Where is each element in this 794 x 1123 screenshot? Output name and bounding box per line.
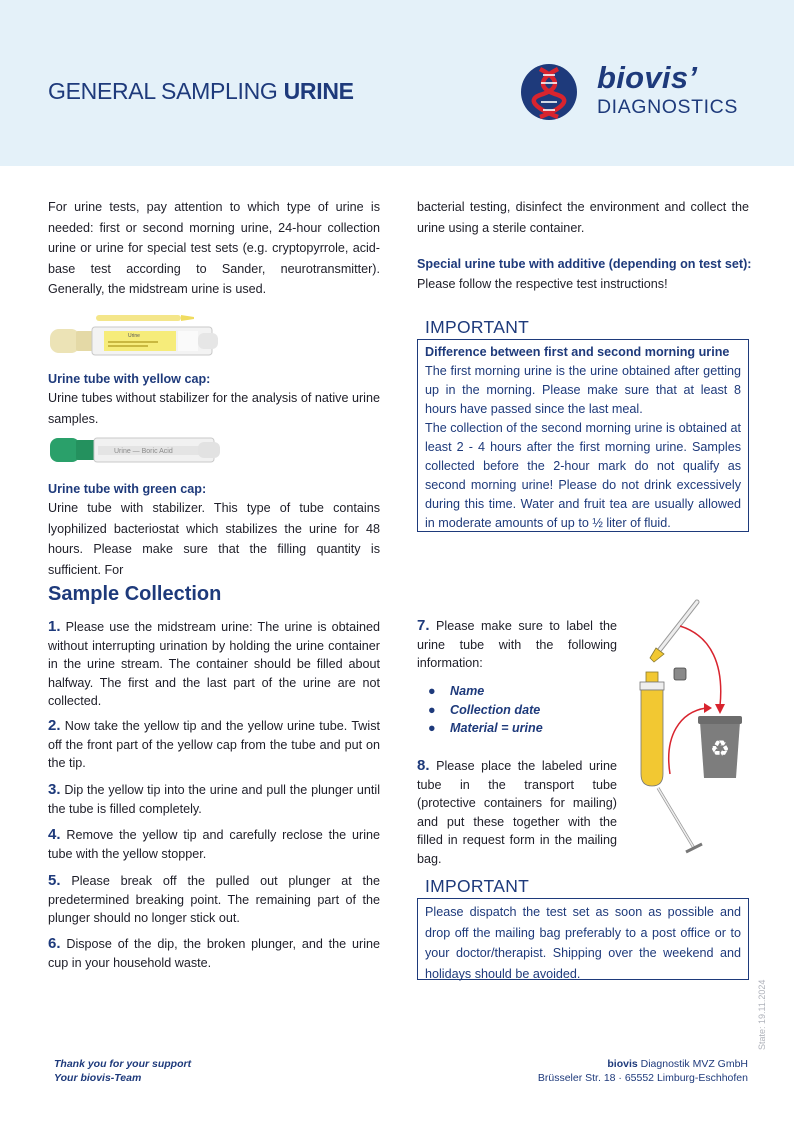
yellow-cap-tube-image	[48, 313, 224, 357]
tube-cap-icon	[674, 668, 686, 680]
label-info-list	[428, 682, 543, 738]
important-box-1-text1: The first morning urine is the urine obtained after getting up in the morning. Please make sure that at least 8 hours have passed since the last meal.	[425, 364, 741, 416]
green-tube-label: Urine — Boric Acid	[114, 448, 173, 455]
logo-subtitle: DIAGNOSTICS	[597, 96, 738, 118]
step-3: 3. Dip the yellow tip into the urine and pull the plunger until the tube is filled completely.	[48, 781, 380, 816]
green-tube-text: Urine tube with stabilizer. This type of tube contains lyophilized bacteriostat which stabilizes the urine for 48 hours. Please make sure that the filling quantity is sufficient. For	[48, 501, 380, 577]
important-title-1: IMPORTANT	[425, 317, 530, 337]
step-7: 7. Please make sure to label the urine tube with the following information:	[417, 617, 617, 670]
step-6: 6. Dispose of the dip, the broken plunger, and the urine cup in your household waste.	[48, 935, 380, 970]
list-item: ● Collection date	[428, 702, 541, 717]
important-box-1	[417, 339, 749, 532]
intro-paragraph: For urine tests, pay attention to which type of urine is needed: first or second morning urine, 24-hour collection urine or urine for special test sets (e.g. cryptopyrrole, acid-base test according to Sander, neurotransmitter). Generally, the midstream urine is used.	[48, 200, 380, 296]
state-date: State: 19.11.2024	[757, 979, 767, 1050]
yellow-tube-heading: Urine tube with yellow cap:	[48, 372, 211, 386]
footer-address: biovis Diagnostik MVZ GmbH Brüsseler Str. 18 · 65552 Limburg-Eschhofen	[537, 1058, 748, 1084]
special-tube-text: Please follow the respective test instructions!	[417, 277, 668, 291]
step-4: 4. Remove the yellow tip and carefully reclose the urine tube with the yellow stopper.	[48, 826, 380, 861]
list-item: ● Material = urine	[428, 721, 543, 735]
important-box-2-text: Please dispatch the test set as soon as possible and drop off the mailing bag preferably to a post office or to your doctor/therapist. Shipping over the weekend and holidays should be avoided.	[425, 905, 741, 981]
yellow-tube-label: Urine	[128, 333, 140, 339]
step-5: 5. Please break off the pulled out plunger at the predetermined breaking point. The remaining part of the plunger should no longer stick out.	[48, 872, 381, 925]
special-tube-heading: Special urine tube with additive (depending on test set):	[417, 257, 752, 271]
yellow-tube-text: Urine tubes without stabilizer for the analysis of native urine samples.	[48, 391, 380, 426]
list-item: ● Name	[428, 684, 485, 698]
urine-tube-icon	[640, 672, 664, 786]
step-8: 8. Please place the labeled urine tube in the transport tube (protective containers for mailing) and put these together with the filled in request form in the mailing bag.	[417, 757, 617, 866]
step-2: 2. Now take the yellow tip and the yellow urine tube. Twist off the front part of the yellow cap from the tube and put on the tip.	[48, 717, 381, 770]
green-tube-heading: Urine tube with green cap:	[48, 482, 207, 496]
logo-name: biovis’	[597, 60, 698, 95]
disposal-illustration	[620, 596, 750, 862]
important-box-1-text2: The collection of the second morning urine is obtained at least 2 - 4 hours after the first morning urine. Samples collected before the 2-hour mark do not qualify as second morning urine! Please do not drink excessively during this time. Water and fruit tea are usually allowed in moderate amounts of up to ½ liter of fluid.	[425, 421, 741, 530]
important-title-2: IMPORTANT	[425, 876, 530, 896]
plunger-icon	[658, 788, 702, 852]
header-band	[0, 0, 794, 166]
svg-text:♻: ♻	[710, 737, 730, 762]
continuation-paragraph: bacterial testing, disinfect the environment and collect the urine using a sterile container.	[417, 200, 749, 235]
important-box-2	[417, 898, 749, 980]
important-box-1-heading: Difference between first and second morning urine	[425, 345, 730, 359]
company-logo	[520, 60, 760, 126]
yellow-tip-icon	[650, 602, 697, 662]
green-cap-tube-image	[48, 436, 224, 466]
dna-helix-icon	[520, 63, 578, 121]
recycle-bin-icon	[698, 716, 742, 778]
section-title: Sample Collection	[48, 583, 222, 605]
document-title: GENERAL SAMPLING URINE	[48, 78, 354, 104]
footer-thanks: Thank you for your support Your biovis-Team	[54, 1058, 192, 1084]
step-1: 1. Please use the midstream urine: The urine is obtained without interrupting urination by holding the urine container in the urine stream. The container should be filled about halfway. The first and the last part of the urine are not collected.	[48, 618, 380, 708]
